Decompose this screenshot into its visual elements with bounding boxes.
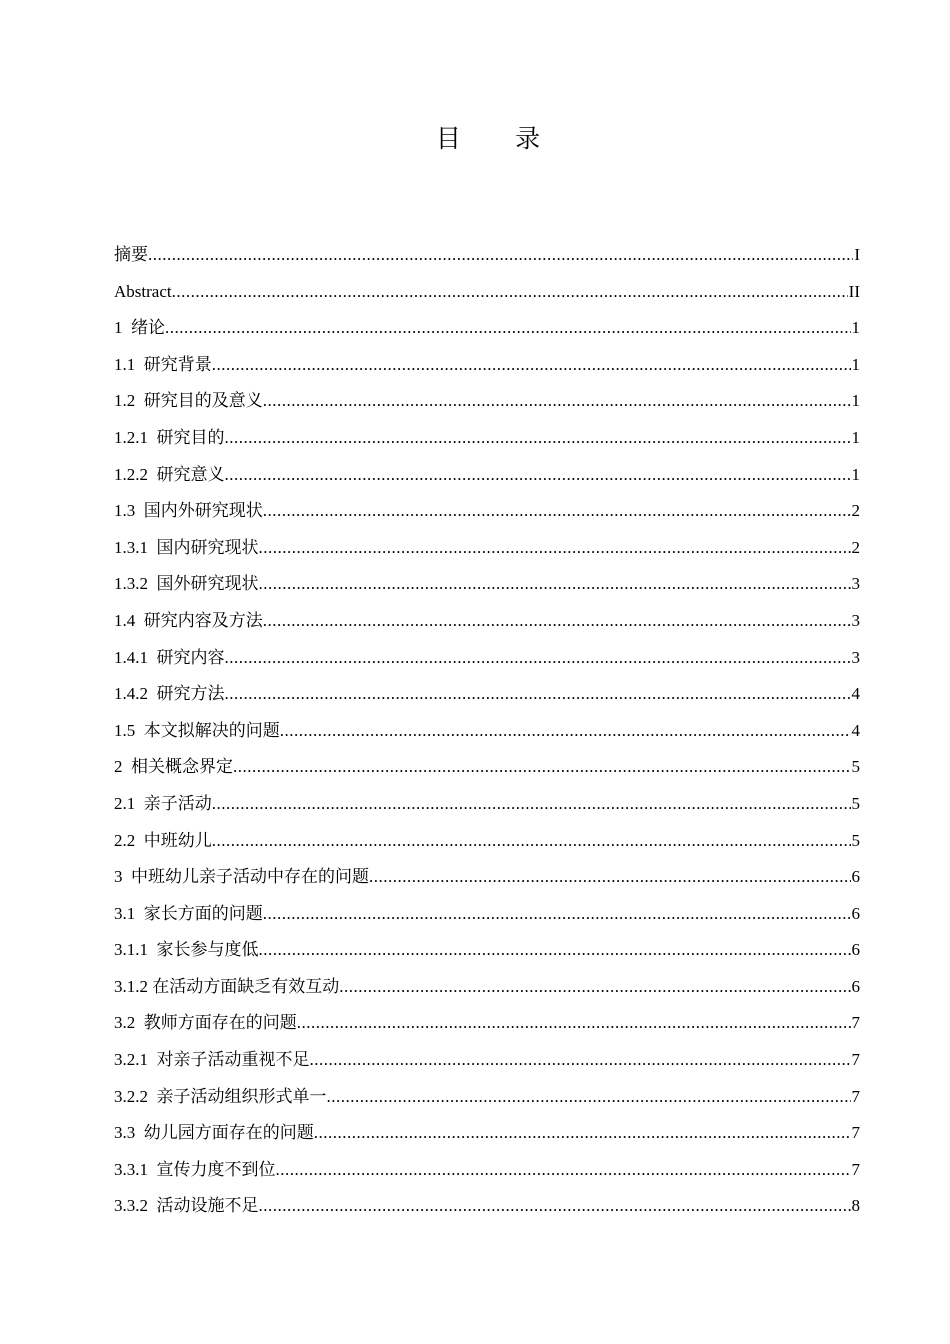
toc-entry-page-number: 3 [851,647,860,667]
toc-entry-label: 3.1 家长方面的问题 [114,903,263,923]
toc-dot-leader [280,713,851,750]
toc-entry-page-number: 8 [851,1196,860,1216]
toc-entry-page-number: 7 [851,1159,860,1179]
toc-entry-page-number: 1 [851,464,860,484]
toc-dot-leader [212,786,851,823]
toc-dot-leader [225,676,851,713]
toc-entry[interactable] [114,786,860,823]
toc-entry-label: 摘要 [114,245,148,264]
toc-entry-label: 1 绪论 [114,318,165,338]
toc-entry[interactable] [114,530,860,567]
toc-entry-page-number: 5 [851,793,860,813]
toc-entry[interactable] [114,969,860,1006]
toc-entry-page-number: 6 [851,940,860,960]
toc-entry[interactable] [114,383,860,420]
toc-entry-page-number: 3 [851,574,860,594]
toc-dot-leader [310,1042,851,1079]
toc-dot-leader [314,1115,851,1152]
toc-entry-label: 1.2 研究目的及意义 [114,391,263,411]
toc-dot-leader [259,932,851,969]
toc-dot-leader [172,274,848,311]
toc-dot-leader [212,347,851,384]
toc-entry[interactable] [114,1079,860,1116]
toc-entry-page-number: II [848,281,860,301]
toc-entry[interactable] [114,347,860,384]
toc-entry[interactable] [114,457,860,494]
toc-dot-leader [297,1005,851,1042]
toc-entry-label: 3 中班幼儿亲子活动中存在的问题 [114,867,369,887]
toc-dot-leader [233,749,851,786]
toc-entry[interactable] [114,603,860,640]
toc-dot-leader [263,603,851,640]
toc-entry-page-number: 5 [851,830,860,850]
toc-dot-leader [148,237,853,274]
toc-entry-label: 3.2.2 亲子活动组织形式单一 [114,1086,327,1106]
toc-entry[interactable] [114,566,860,603]
toc-dot-leader [212,823,851,860]
toc-dot-leader [369,859,851,896]
toc-entry[interactable] [114,932,860,969]
toc-entry-page-number: 6 [851,903,860,923]
toc-entry[interactable] [114,640,860,677]
toc-dot-leader [225,640,851,677]
toc-entry-label: 1.2.2 研究意义 [114,464,225,484]
table-of-contents [114,237,860,1225]
toc-entry-label: 1.3.1 国内研究现状 [114,537,259,557]
toc-entry-page-number: 6 [851,867,860,887]
toc-entry-page-number: 7 [851,1123,860,1143]
toc-entry-label: 1.4 研究内容及方法 [114,610,263,630]
toc-entry-label: 1.4.1 研究内容 [114,647,225,667]
toc-entry-label: 1.2.1 研究目的 [114,427,225,447]
toc-entry-page-number: 7 [851,1086,860,1106]
toc-entry-label: 3.2.1 对亲子活动重视不足 [114,1050,310,1070]
toc-entry-page-number: 7 [851,1050,860,1070]
toc-entry-label: Abstract [114,281,172,301]
page-title: 目 录 [435,126,565,153]
toc-entry[interactable] [114,1042,860,1079]
toc-entry-page-number: 5 [851,757,860,777]
toc-entry-page-number: 3 [851,610,860,630]
toc-entry[interactable] [114,896,860,933]
toc-entry-label: 2.1 亲子活动 [114,793,212,813]
toc-entry-page-number: 4 [851,720,860,740]
toc-entry-label: 1.3 国内外研究现状 [114,501,263,521]
toc-entry-page-number: I [854,245,860,264]
toc-entry[interactable] [114,493,860,530]
toc-dot-leader [259,566,851,603]
toc-entry[interactable] [114,1115,860,1152]
toc-entry-page-number: 1 [851,427,860,447]
toc-entry-label: 1.1 研究背景 [114,354,212,374]
toc-entry-label: 3.1.2 在活动方面缺乏有效互动 [114,976,340,996]
toc-dot-leader [225,420,851,457]
toc-entry-label: 3.3.1 宣传力度不到位 [114,1159,276,1179]
toc-entry-label: 2.2 中班幼儿 [114,830,212,850]
toc-entry-label: 1.3.2 国外研究现状 [114,574,259,594]
toc-entry-label: 3.3.2 活动设施不足 [114,1196,259,1216]
toc-entry-page-number: 2 [851,537,860,557]
toc-entry-label: 2 相关概念界定 [114,757,233,777]
toc-dot-leader [327,1079,851,1116]
toc-dot-leader [263,896,851,933]
toc-entry-label: 1.4.2 研究方法 [114,684,225,704]
toc-entry[interactable] [114,420,860,457]
toc-entry-page-number: 1 [851,318,860,338]
toc-dot-leader [259,1188,851,1225]
toc-entry[interactable] [114,274,860,311]
toc-dot-leader [225,457,851,494]
toc-entry-page-number: 1 [851,354,860,374]
toc-entry[interactable] [114,1005,860,1042]
toc-dot-leader [263,493,851,530]
toc-entry[interactable] [114,237,860,274]
toc-entry-label: 3.2 教师方面存在的问题 [114,1013,297,1033]
toc-entry[interactable] [114,749,860,786]
toc-entry-page-number: 4 [851,684,860,704]
toc-entry-label: 1.5 本文拟解决的问题 [114,720,280,740]
toc-dot-leader [276,1152,851,1189]
toc-entry-page-number: 7 [851,1013,860,1033]
toc-entry[interactable] [114,1188,860,1225]
toc-dot-leader [263,383,851,420]
toc-dot-leader [165,310,851,347]
toc-entry[interactable] [114,1152,860,1189]
toc-entry-label: 3.1.1 家长参与度低 [114,940,259,960]
toc-entry-page-number: 6 [851,976,860,996]
toc-entry-page-number: 1 [851,391,860,411]
toc-entry[interactable] [114,676,860,713]
toc-entry[interactable] [114,713,860,750]
toc-entry-label: 3.3 幼儿园方面存在的问题 [114,1123,314,1143]
toc-entry[interactable] [114,823,860,860]
toc-entry[interactable] [114,859,860,896]
toc-entry[interactable] [114,310,860,347]
toc-dot-leader [339,969,850,1006]
toc-entry-page-number: 2 [851,501,860,521]
toc-dot-leader [259,530,851,567]
